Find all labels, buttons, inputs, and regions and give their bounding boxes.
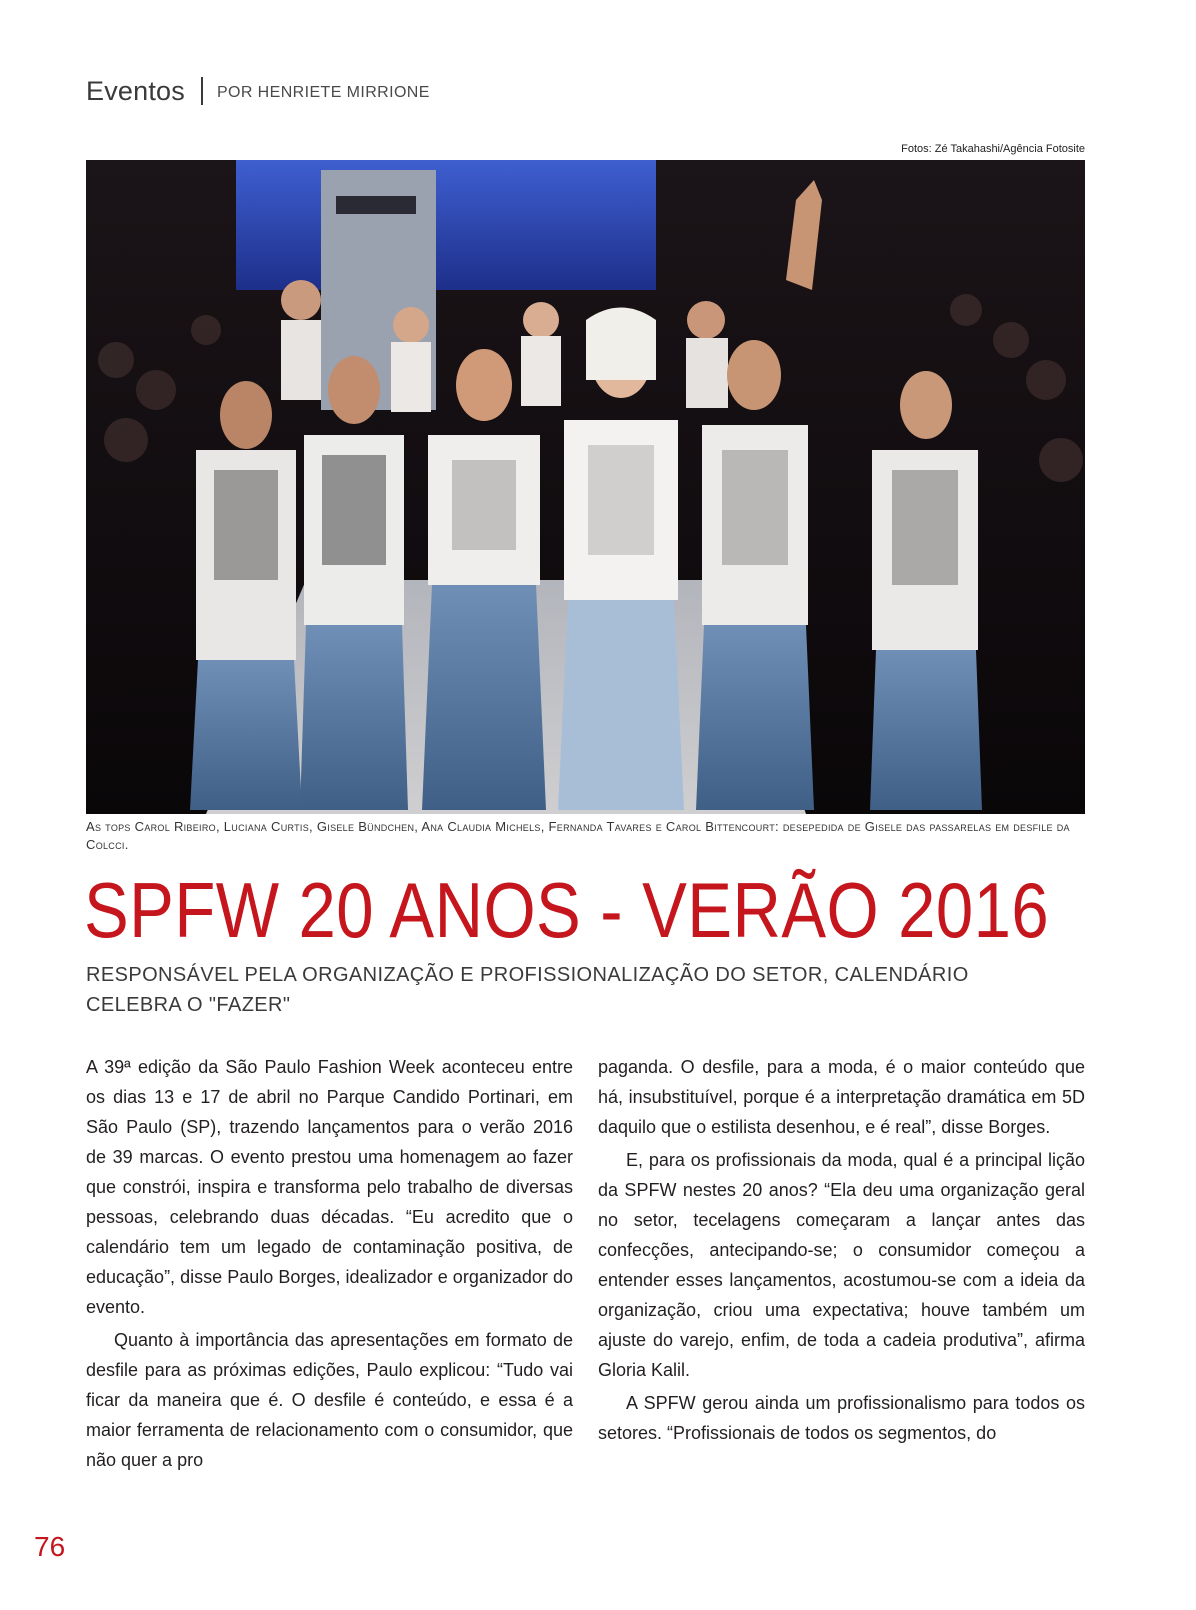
- article-deck: RESPONSÁVEL PELA ORGANIZAÇÃO E PROFISSIONALIZAÇÃO DO SETOR, CALENDÁRIO CELEBRA O "FAZER": [86, 964, 969, 1016]
- photo-credit: Fotos: Zé Takahashi/Agência Fotosite: [901, 143, 1085, 155]
- runway-photo: [86, 160, 1085, 814]
- paragraph: paganda. O desfile, para a moda, é o maior conteúdo que há, insubstituível, porque é a interpretação dramática em 5D daquilo que o estilista desenhou, e é real”, disse Borges.: [598, 1057, 1085, 1137]
- article-column-left: [86, 1052, 573, 1475]
- page-number: 76: [34, 1531, 66, 1562]
- paragraph: A SPFW gerou ainda um profissionalismo para todos os setores. “Profissionais de todos os segmentos, do: [598, 1393, 1085, 1443]
- author-byline: POR HENRIETE MIRRIONE: [216, 84, 430, 101]
- paragraph: E, para os profissionais da moda, qual é a principal lição da SPFW nestes 20 anos? “Ela deu uma organização geral no setor, tecelagens começaram a lançar antes das confecções, antecipando-se; o consumidor começou a entender esses lançamentos, acostumou-se com a ideia da organização, criou uma expectativa; houve também um ajuste do varejo, enfim, de toda a cadeia produtiva”, afirma Gloria Kalil.: [598, 1150, 1085, 1380]
- section-title: Eventos: [86, 75, 185, 106]
- article-column-right: [598, 1052, 1085, 1448]
- paragraph: A 39ª edição da São Paulo Fashion Week aconteceu entre os dias 13 e 17 de abril no Parque Candido Portinari, em São Paulo (SP), trazendo lançamentos para o verão 2016 de 39 marcas. O evento prestou uma homenagem ao fazer que constrói, inspira e transforma pelo trabalho de diversas pessoas, celebrando duas décadas. “Eu acredito que o calendário tem um legado de contaminação positiva, de educação”, disse Paulo Borges, idealizador e organizador do evento.: [86, 1057, 573, 1317]
- photo-caption: As tops Carol Ribeiro, Luciana Curtis, Gisele Bündchen, Ana Claudia Michels, Fernanda Tavares e Carol Bittencourt: desepedida de Gisele das passarelas em desfile da Colcci.: [86, 819, 1070, 852]
- paragraph: Quanto à importância das apresentações em formato de desfile para as próximas edições, Paulo explicou: “Tudo vai ficar da maneira que é. O desfile é conteúdo, e essa é a maior ferramenta de relacionamento com o consumidor, que não quer a pro: [86, 1330, 573, 1470]
- article-headline: SPFW 20 ANOS - VERÃO 2016: [84, 866, 1050, 954]
- header-divider: [201, 77, 203, 105]
- section-header: [86, 74, 430, 108]
